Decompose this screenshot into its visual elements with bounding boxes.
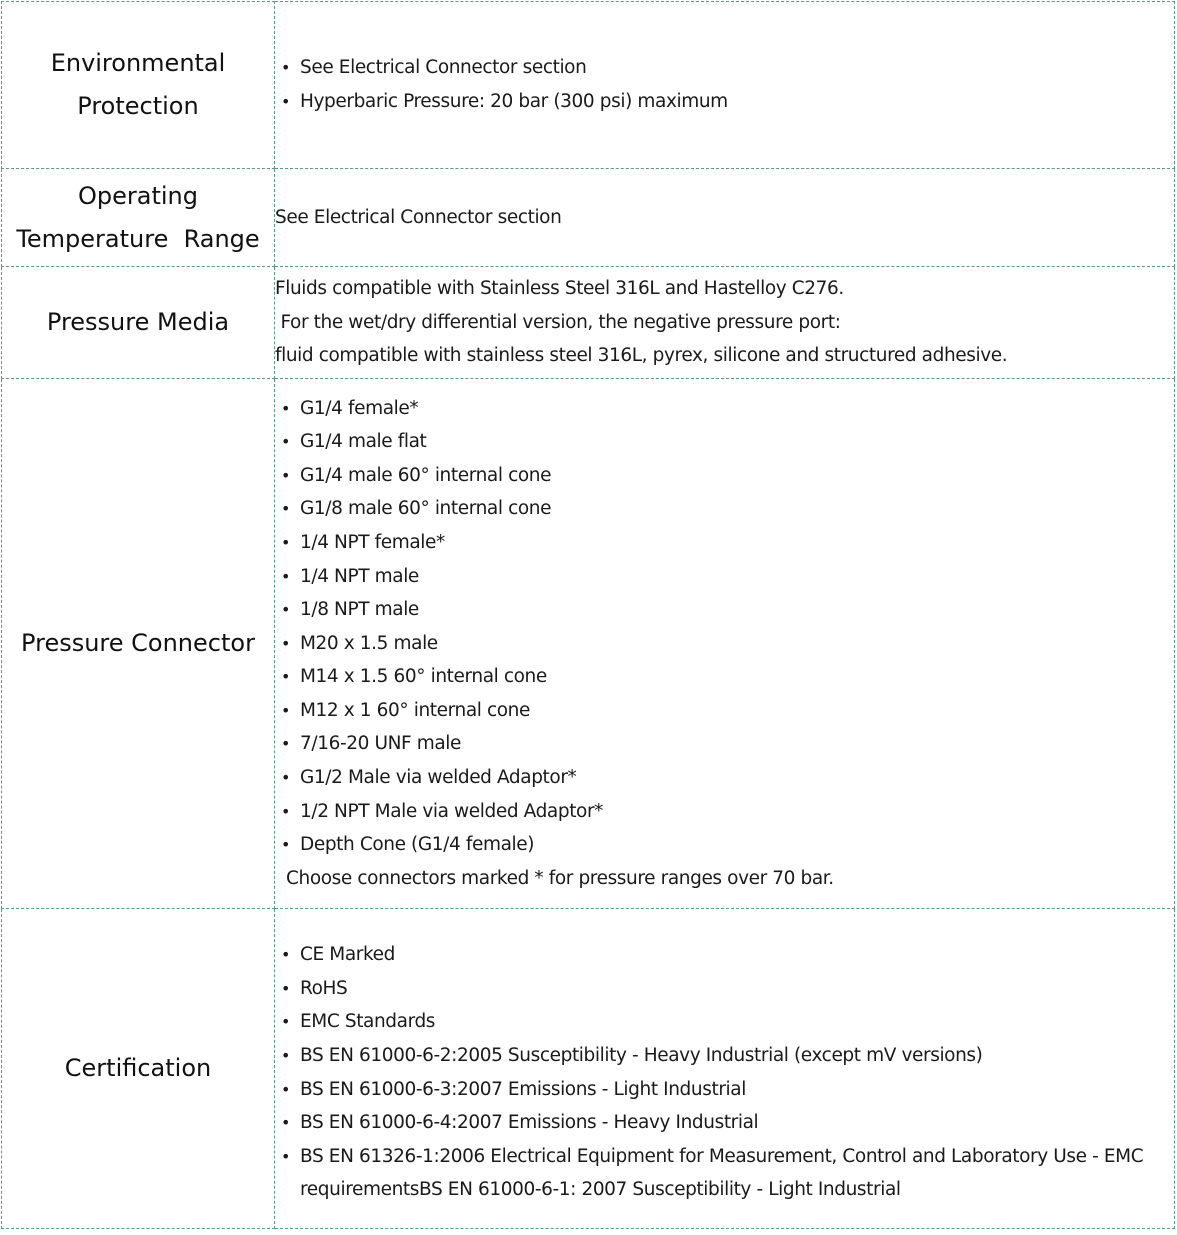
content-line: Fluids compatible with Stainless Steel 316L and Hastelloy C276. (275, 278, 844, 300)
row-pressure-connector (2, 379, 1175, 909)
label-line: Protection (77, 92, 199, 120)
list-item: • BS EN 61000-6-4:2007 Emissions - Heavy Industrial (275, 1106, 1174, 1140)
list-item: • G1/2 Male via welded Adaptor* (275, 761, 1174, 795)
content-environmental-protection (275, 2, 1175, 169)
row-environmental-protection (2, 2, 1175, 169)
row-pressure-media (2, 267, 1175, 379)
label-line: Environmental (50, 49, 226, 77)
row-operating-temperature (2, 169, 1175, 267)
bullet-list (275, 938, 1174, 1207)
bullet-list (275, 51, 1174, 118)
connector-note: Choose connectors marked * for pressure ranges over 70 bar. (286, 867, 834, 889)
spec-table (1, 1, 1175, 1229)
content-line: fluid compatible with stainless steel 316L, pyrex, silicone and structured adhesive. (275, 345, 1008, 367)
list-item: • 1/4 NPT male (275, 560, 1174, 594)
list-item: • Depth Cone (G1/4 female) (275, 828, 1174, 862)
content-pressure-media (275, 267, 1175, 379)
label-pressure-media: Pressure Media (2, 267, 275, 379)
list-item: • Hyperbaric Pressure: 20 bar (300 psi) maximum (275, 85, 1174, 119)
list-item: • 7/16-20 UNF male (275, 727, 1174, 761)
label-line: Temperature Range (16, 224, 260, 253)
list-item: • G1/4 male flat (275, 425, 1174, 459)
list-item: • G1/4 female* (275, 392, 1174, 426)
list-item: • EMC Standards (275, 1005, 1174, 1039)
list-item: • M14 x 1.5 60° internal cone (275, 660, 1174, 694)
label-pressure-connector: Pressure Connector (2, 379, 275, 909)
label-certification: Certification (2, 909, 275, 1229)
content-operating-temperature (275, 169, 1175, 267)
list-item: • BS EN 61000-6-3:2007 Emissions - Light Industrial (275, 1073, 1174, 1107)
list-item: • 1/8 NPT male (275, 593, 1174, 627)
list-item: • BS EN 61326-1:2006 Electrical Equipment for Measurement, Control and Laboratory Use - EMC requirementsBS EN 61000-6-1: 2007 Susceptibility - Light Industrial (275, 1140, 1174, 1207)
list-item: • RoHS (275, 972, 1174, 1006)
content-line: For the wet/dry differential version, the negative pressure port: (275, 311, 841, 333)
list-item: • G1/8 male 60° internal cone (275, 492, 1174, 526)
row-certification (2, 909, 1175, 1229)
label-line: Operating (78, 181, 198, 210)
list-item: • M12 x 1 60° internal cone (275, 694, 1174, 728)
bullet-list (275, 392, 1174, 862)
label-environmental-protection (2, 2, 275, 169)
list-item: • See Electrical Connector section (275, 51, 1174, 85)
content-pressure-connector (275, 379, 1175, 909)
content-text: See Electrical Connector section (275, 206, 562, 228)
list-item: • 1/2 NPT Male via welded Adaptor* (275, 795, 1174, 829)
list-item: • M20 x 1.5 male (275, 627, 1174, 661)
label-operating-temperature (2, 169, 275, 267)
list-item: • G1/4 male 60° internal cone (275, 459, 1174, 493)
list-item: • CE Marked (275, 938, 1174, 972)
content-certification (275, 909, 1175, 1229)
list-item: • 1/4 NPT female* (275, 526, 1174, 560)
list-item: • BS EN 61000-6-2:2005 Susceptibility - Heavy Industrial (except mV versions) (275, 1039, 1174, 1073)
